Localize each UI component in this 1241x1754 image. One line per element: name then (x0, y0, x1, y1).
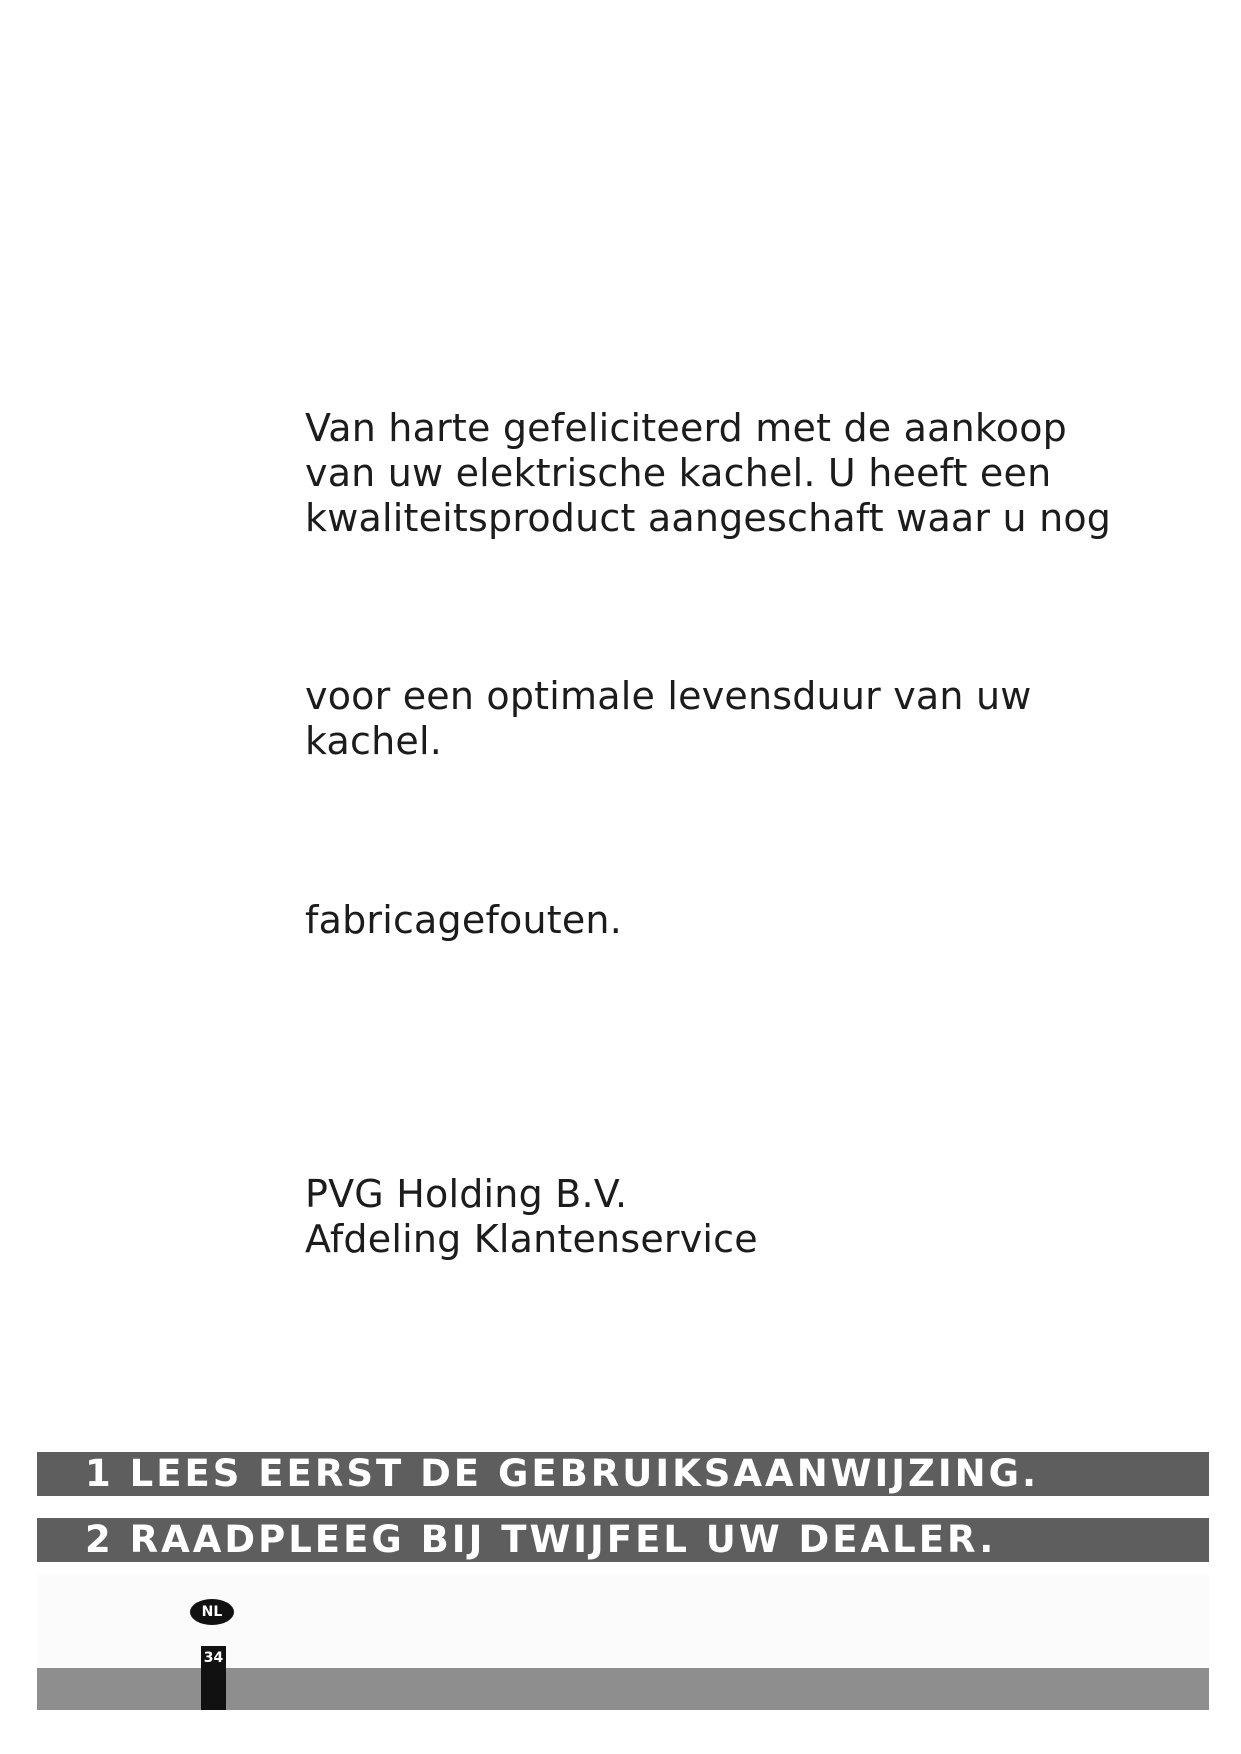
lifespan-line-1: voor een optimale levensduur van uw (305, 674, 1032, 718)
intro-line-2: van uw elektrische kachel. U heeft een (305, 451, 1052, 495)
defects-paragraph (305, 898, 622, 943)
intro-line-1: Van harte gefeliciteerd met de aankoop (305, 406, 1067, 450)
company-block (305, 1172, 758, 1262)
language-badge: NL (190, 1599, 234, 1625)
intro-paragraph (305, 406, 1111, 541)
instruction-banner-1: 1 LEES EERST DE GEBRUIKSAANWIJZING. (37, 1452, 1209, 1496)
instruction-banner-2: 2 RAADPLEEG BIJ TWIJFEL UW DEALER. (37, 1518, 1209, 1562)
company-department: Afdeling Klantenservice (305, 1217, 758, 1261)
lifespan-paragraph (305, 674, 1032, 764)
defects-line-1: fabricagefouten. (305, 898, 622, 942)
lifespan-line-2: kachel. (305, 719, 443, 763)
intro-line-3: kwaliteitsproduct aangeschaft waar u nog (305, 496, 1112, 540)
company-name: PVG Holding B.V. (305, 1172, 628, 1216)
page-number: 34 (203, 1650, 224, 1666)
